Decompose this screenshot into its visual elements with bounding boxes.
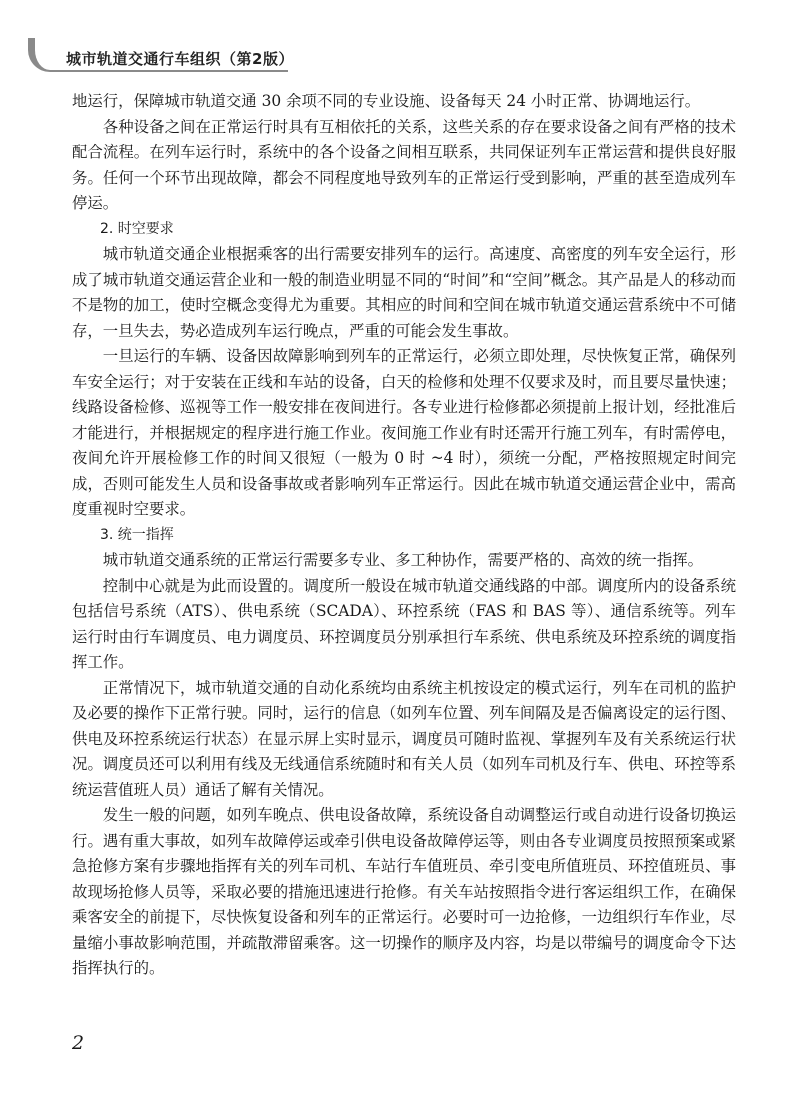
- paragraph-continuation: 地运行，保障城市轨道交通 30 余项不同的专业设施、设备每天 24 小时正常、协调地运行。: [72, 92, 701, 110]
- paragraph: 城市轨道交通企业根据乘客的出行需要安排列车的运行。高速度、高密度的列车安全运行，形成了城市轨道交通运营企业和一般的制造业明显不同的“时间”和“空间”概念。其产品是人的移动而不是物的加工，使时空概念变得尤为重要。其相应的时间和空间在城市轨道交通运营系统中不可储存，一旦失去，势必造成列车运行晚点，严重的可能会发生事故。: [72, 245, 736, 340]
- paragraph: 正常情况下，城市轨道交通的自动化系统均由系统主机按设定的模式运行，列车在司机的监护及必要的操作下正常行驶。同时，运行的信息（如列车位置、列车间隔及是否偏离设定的运行图、供电及环控系统运行状态）在显示屏上实时显示，调度员可随时监视、掌握列车及有关系统运行状况。调度员还可以利用有线及无线通信系统随时和有关人员（如列车司机及行车、供电、环控等系统运营值班人员）通话了解有关情况。: [72, 678, 736, 799]
- book-title: 城市轨道交通行车组织（第2版）: [66, 50, 294, 68]
- page-body: [72, 89, 736, 982]
- section-heading-time-space: 2. 时空要求: [100, 220, 174, 237]
- paragraph: 控制中心就是为此而设置的。调度所一般设在城市轨道交通线路的中部。调度所内的设备系统包括信号系统（ATS）、供电系统（SCADA）、环控系统（FAS 和 BAS 等）、通信系统等。列车运行时由行车调度员、电力调度员、环控调度员分别承担行车系统、供电系统及环控系统的调度指挥工作。: [72, 576, 736, 671]
- section-heading-unified-command: 3. 统一指挥: [100, 526, 174, 543]
- page-number: 2: [72, 1032, 85, 1054]
- paragraph: 发生一般的问题，如列车晚点、供电设备故障，系统设备自动调整运行或自动进行设备切换运行。遇有重大事故，如列车故障停运或牵引供电设备故障停运等，则由各专业调度员按照预案或紧急抢修方案有步骤地指挥有关的列车司机、车站行车值班员、牵引变电所值班员、环控值班员、事故现场抢修人员等，采取必要的措施迅速进行抢修。有关车站按照指令进行客运组织工作，在确保乘客安全的前提下，尽快恢复设备和列车的正常运行。必要时可一边抢修，一边组织行车作业，尽量缩小事故影响范围，并疏散滞留乘客。这一切操作的顺序及内容，均是以带编号的调度命令下达指挥执行的。: [72, 806, 736, 977]
- paragraph: 城市轨道交通系统的正常运行需要多专业、多工种协作，需要严格的、高效的统一指挥。: [102, 551, 704, 569]
- paragraph: 一旦运行的车辆、设备因故障影响到列车的正常运行，必须立即处理，尽快恢复正常，确保列车安全运行；对于安装在正线和车站的设备，白天的检修和处理不仅要求及时，而且要尽量快速；线路设备检修、巡视等工作一般安排在夜间进行。各专业进行检修都必须提前上报计划，经批准后才能进行，并根据规定的程序进行施工作业。夜间施工作业有时还需开行施工列车，有时需停电，夜间允许开展检修工作的时间又很短（一般为 0 时 ~4 时），须统一分配，严格按照规定时间完成，否则可能发生人员和设备事故或者影响列车正常运行。因此在城市轨道交通运营企业中，需高度重视时空要求。: [72, 347, 736, 518]
- running-header: [28, 30, 328, 76]
- paragraph: 各种设备之间在正常运行时具有互相依托的关系，这些关系的存在要求设备之间有严格的技术配合流程。在列车运行时，系统中的各个设备之间相互联系，共同保证列车正常运营和提供良好服务。任何一个环节出现故障，都会不同程度地导致列车的正常运行受到影响，严重的甚至造成列车停运。: [72, 117, 736, 212]
